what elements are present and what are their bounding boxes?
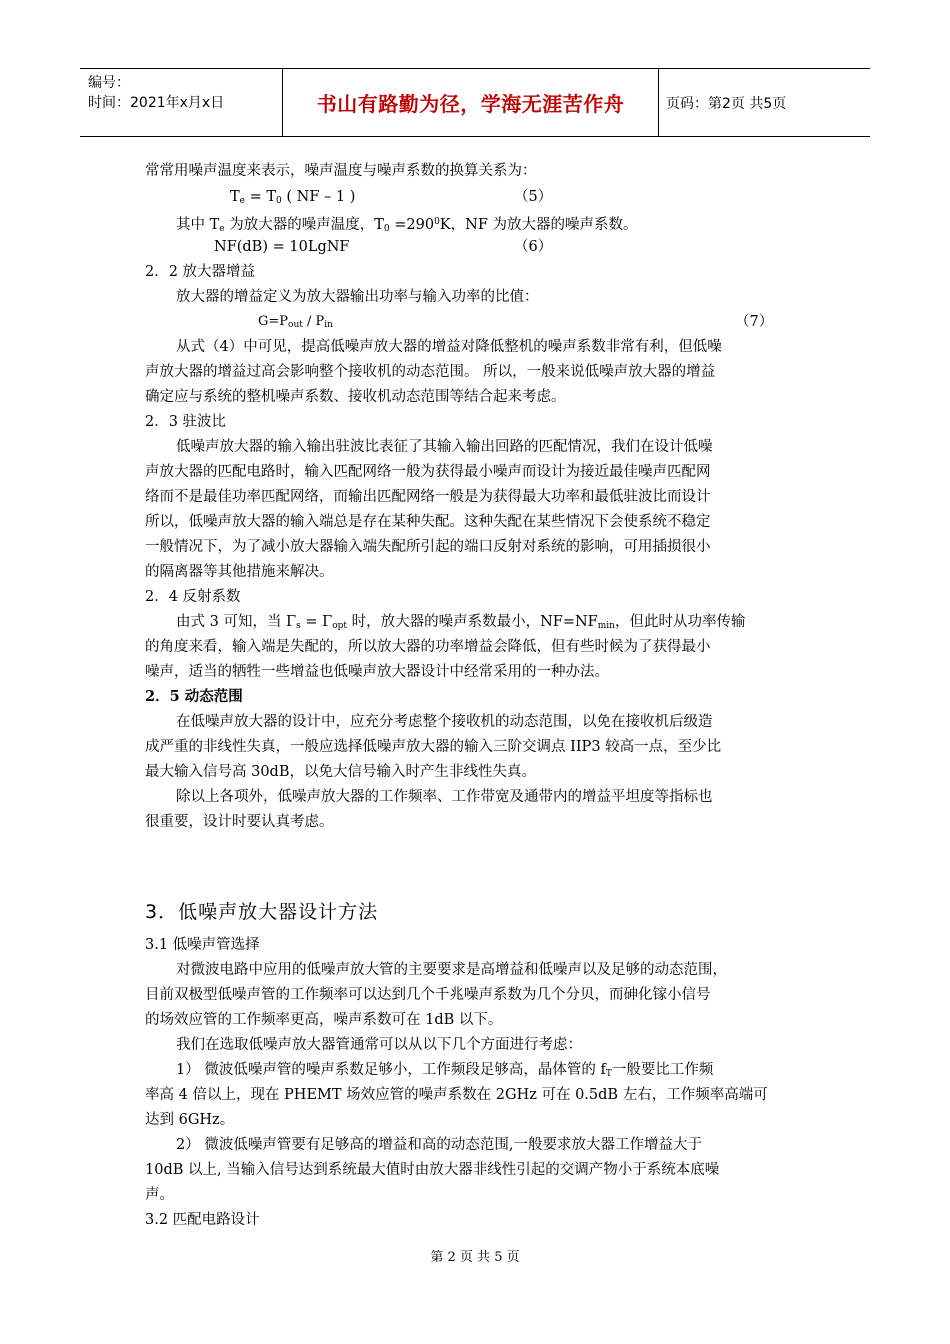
section-heading: 3.2 匹配电路设计 [145,1212,260,1228]
section-heading: 2．3 驻波比 [145,414,227,430]
paragraph-line: 我们在选取低噪声放大器管通常可以从以下几个方面进行考虑： [176,1037,582,1053]
equation-6: NF(dB) = 10LgNF [214,239,350,255]
paragraph-line: 放大器的增益定义为放大器输出功率与输入功率的比值： [176,289,539,305]
paragraph-line: 在低噪声放大器的设计中，应充分考虑整个接收机的动态范围，以免在接收机后级造 [176,714,713,730]
paragraph-line: 低噪声放大器的输入输出驻波比表征了其输入输出回路的匹配情况，我们在设计低噪 [176,439,713,455]
paragraph-line: 声放大器的增益过高会影响整个接收机的动态范围。 所以，一般来说低噪声放大器的增益 [145,364,716,380]
paragraph-line: 确定应与系统的整机噪声系数、接收机动态范围等结合起来考虑。 [145,389,566,405]
paragraph-line: 最大输入信号高 30dB，以免大信号输入时产生非线性失真。 [145,764,536,780]
paragraph-line: 由式 3 可知，当 $\Gamma_s = \Gamma_{opt}$ 时，放大器的噪声系数最小，$NF=NF_{min}$，但此时从功率传输 [176,614,746,631]
equation-number: （6） [514,239,553,255]
paragraph-line: 所以，低噪声放大器的输入端总是存在某种失配。这种失配在某些情况下会使系统不稳定 [145,514,711,530]
equation-7: $G=P_{out} / P_{in}$ [258,314,333,330]
list-item: 2） 微波低噪声管要有足够高的增益和高的动态范围,一般要求放大器工作增益大于 [176,1137,702,1153]
header-divider [658,69,659,136]
equation-number: （5） [514,189,553,205]
page-footer: 第 2 页 共 5 页 [430,1250,520,1265]
section-heading: 2．2 放大器增益 [145,264,256,280]
paragraph-line: 成严重的非线性失真，一般应选择低噪声放大器的输入三阶交调点 IIP3 较高一点，至少比 [145,739,722,755]
paragraph-line: 噪声，适当的牺牲一些增益也低噪声放大器设计中经常采用的一种办法。 [145,664,609,680]
paragraph-line: 达到 6GHz。 [145,1112,235,1128]
header-meta [88,73,224,113]
paragraph-line: 率高 4 倍以上，现在 PHEMT 场效应管的噪声系数在 2GHz 可在 0.5dB 左右，工作频率高端可 [145,1087,768,1103]
list-item: 1） 微波低噪声管的噪声系数足够小，工作频段足够高，晶体管的 $f_T$一般要比工作频 [176,1062,714,1079]
equation-number: （7） [735,314,774,330]
paragraph-line: 对微波电路中应用的低噪声放大管的主要要求是高增益和低噪声以及足够的动态范围， [176,962,727,978]
equation-5: $T_e = T_0$ ( NF – 1 ) [230,189,356,206]
paragraph-line: 从式（4）中可见，提高低噪声放大器的增益对降低整机的噪声系数非常有利，但低噪 [176,339,722,355]
paragraph-line: 声。 [145,1187,174,1203]
paragraph-line: 目前双极型低噪声管的工作频率可以达到几个千兆噪声系数为几个分贝，而砷化镓小信号 [145,987,711,1003]
paragraph-line: 其中 $T_e$ 为放大器的噪声温度，$T_0 =290^0K$，NF 为放大器的噪声系数。 [176,217,638,234]
section-heading: 3.1 低噪声管选择 [145,937,260,953]
paragraph-line: 络而不是最佳功率匹配网络，而输出匹配网络一般是为获得最大功率和最低驻波比而设计 [145,489,711,505]
paragraph-line: 很重要，设计时要认真考虑。 [145,814,334,830]
paragraph-line: 一般情况下，为了减小放大器输入端失配所引起的端口反射对系统的影响，可用插损很小 [145,539,711,555]
section-heading: 2．4 反射系数 [145,589,241,605]
header-slogan: 书山有路勤为径，学海无涯苦作舟 [316,92,625,116]
code-label: 编号： [88,75,130,91]
time-label: 时间：2021年x月x日 [88,95,225,111]
section-heading: 2．5 动态范围 [145,688,243,705]
paragraph-line: 的场效应管的工作频率更高，噪声系数可在 1dB 以下。 [145,1012,503,1028]
chapter-heading: 3．低噪声放大器设计方法 [145,901,379,923]
paragraph-line: 10dB 以上, 当输入信号达到系统最大值时由放大器非线性引起的交调产物小于系统本底噪 [145,1162,720,1178]
header-page-info: 页码：第2页 共5页 [666,95,787,112]
header-table [80,68,870,137]
paragraph-line: 的隔离器等其他措施来解决。 [145,564,334,580]
paragraph-line: 的角度来看，输入端是失配的，所以放大器的功率增益会降低，但有些时候为了获得最小 [145,639,711,655]
paragraph-line: 常常用噪声温度来表示，噪声温度与噪声系数的换算关系为： [145,163,537,179]
paragraph-line: 声放大器的匹配电路时，输入匹配网络一般为获得最小噪声而设计为接近最佳噪声匹配网 [145,464,711,480]
paragraph-line: 除以上各项外，低噪声放大器的工作频率、工作带宽及通带内的增益平坦度等指标也 [176,789,713,805]
